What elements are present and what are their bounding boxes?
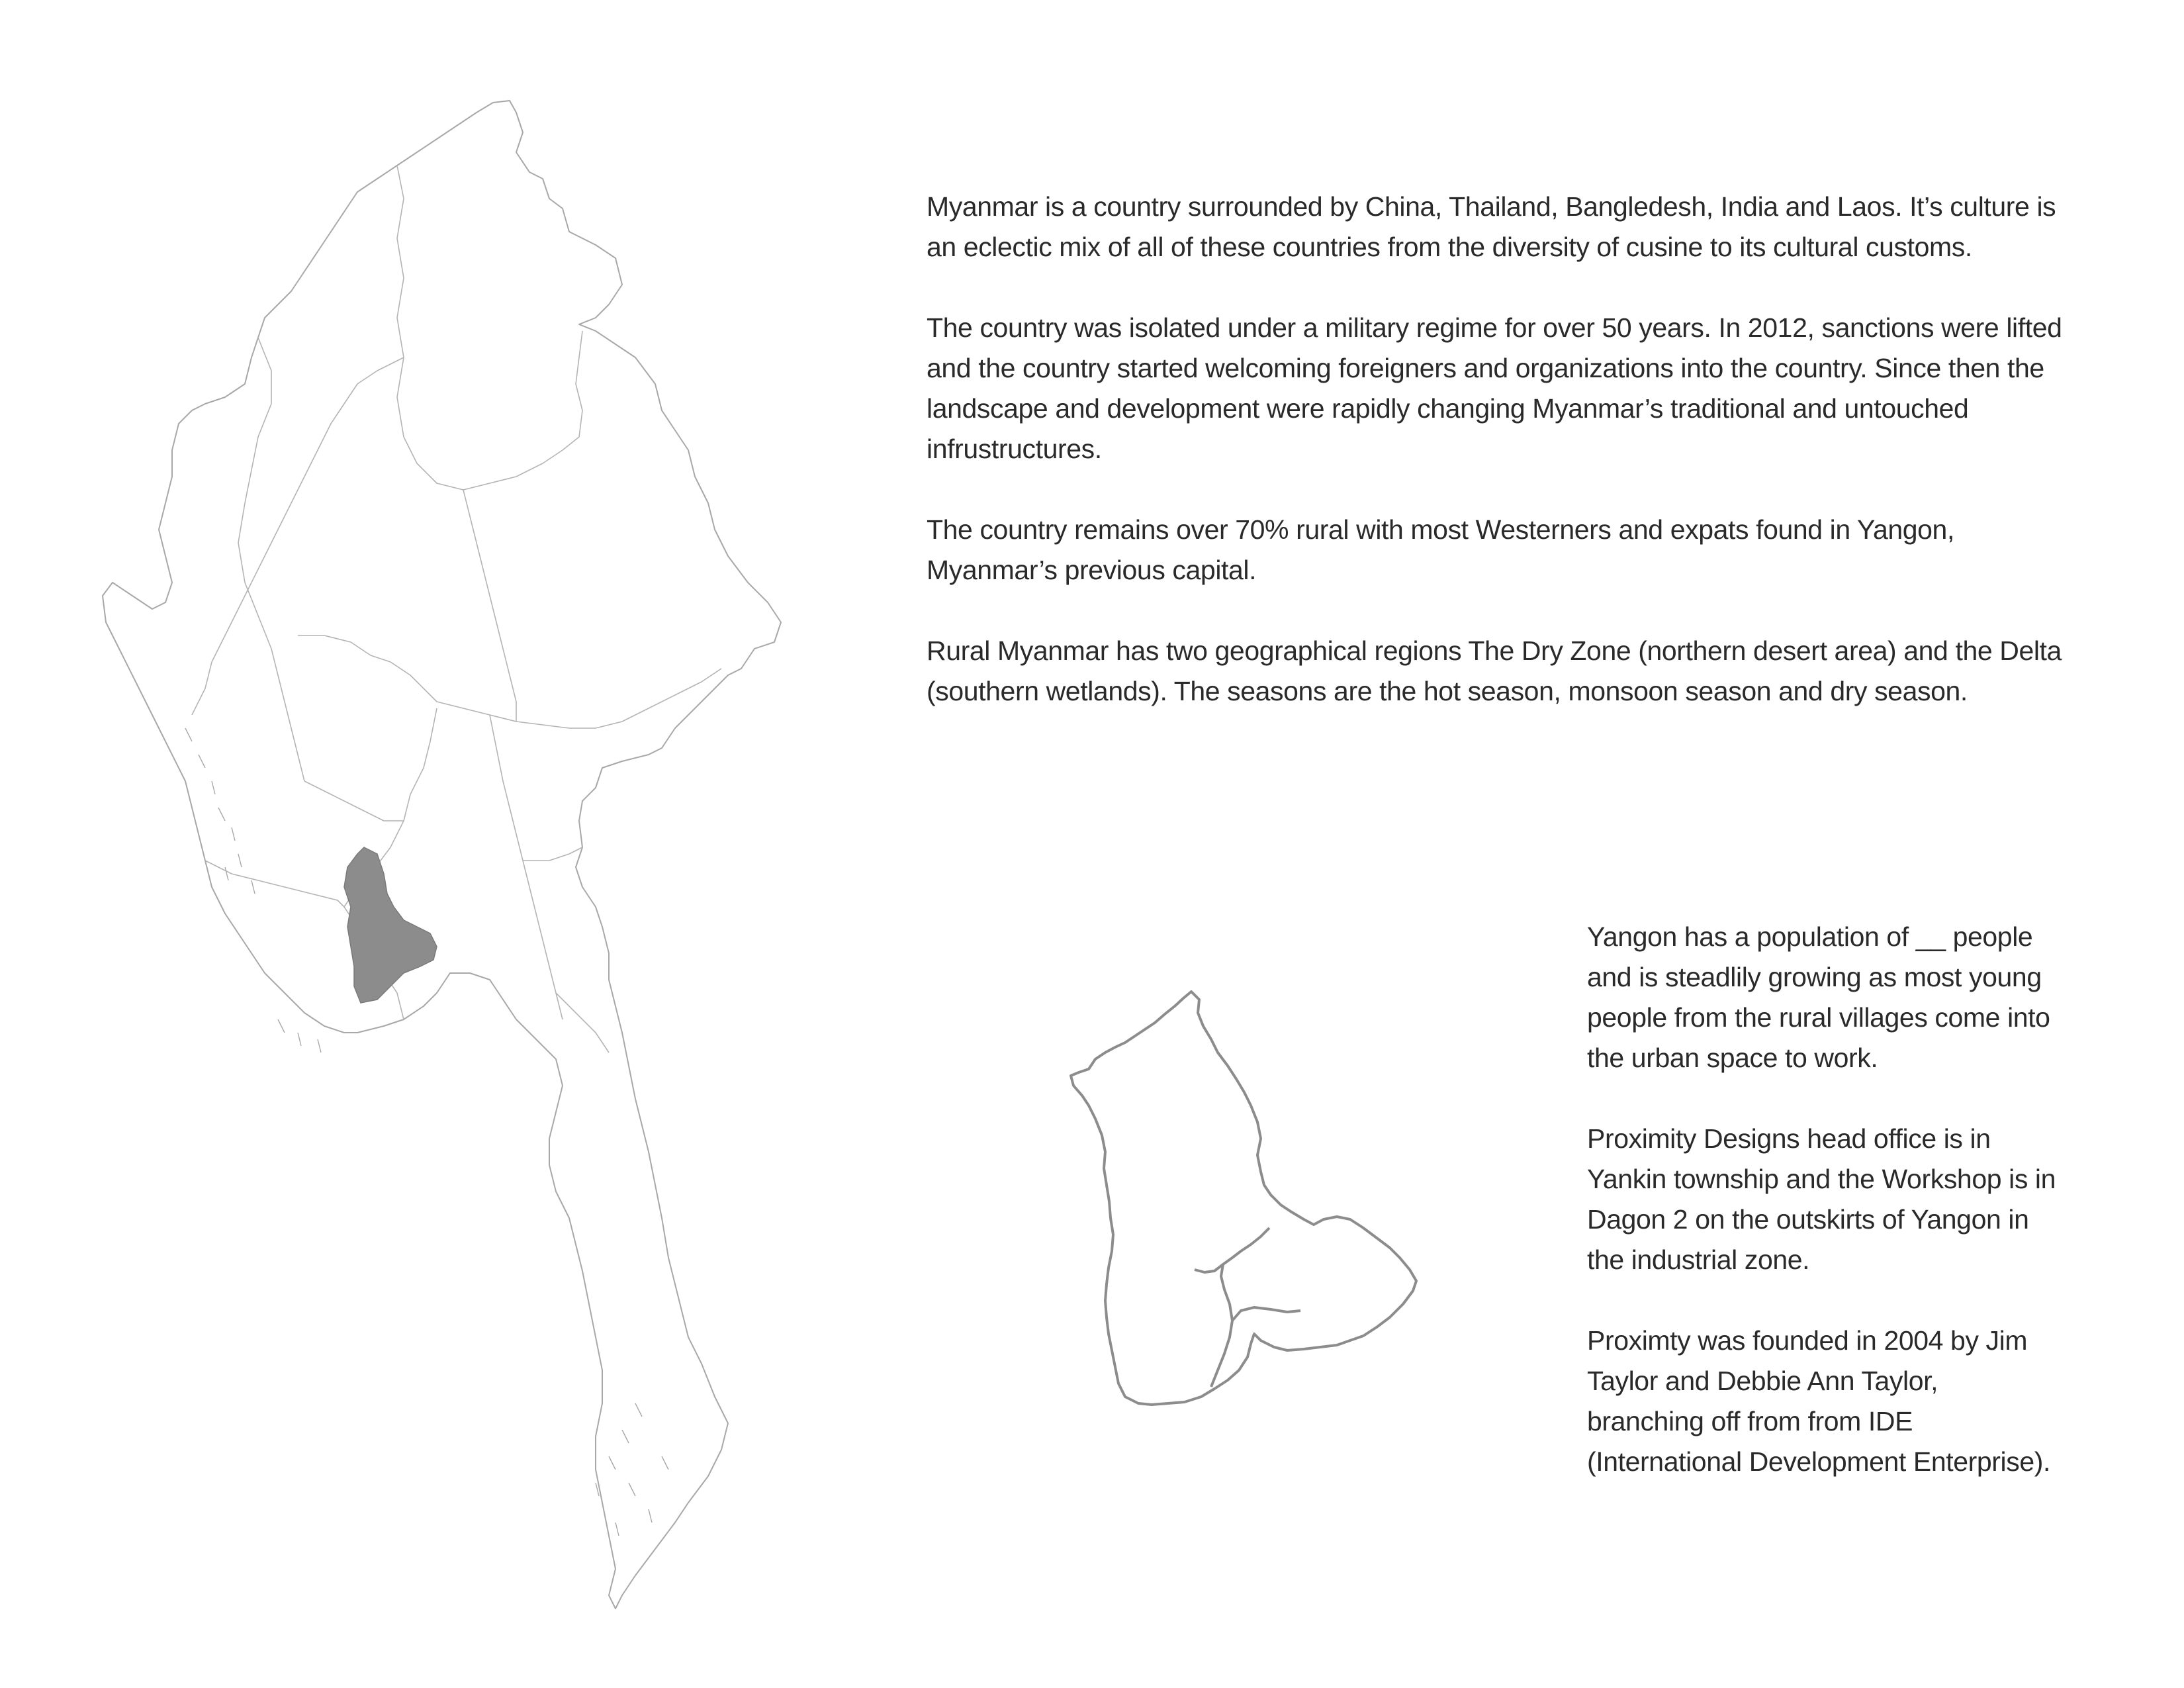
intro-text: [927, 187, 2065, 712]
coastal-islands: [185, 728, 668, 1536]
intro-paragraph-4: Rural Myanmar has two geographical regions The Dry Zone (northern desert area) and the Delta (southern wetlands). The seasons are the hot season, monsoon season and dry season.: [927, 635, 2062, 706]
myanmar-map: [93, 93, 794, 1628]
yangon-region-highlight: [344, 847, 437, 1003]
yangon-outline: [1071, 992, 1416, 1405]
yangon-paragraph-3: Proximty was founded in 2004 by Jim Taylor and Debbie Ann Taylor, branching off from from IDE (International Development Enterprise).: [1587, 1325, 2050, 1477]
region-boundaries: [192, 165, 721, 1053]
yangon-paragraph-1: Yangon has a population of __ people and is steadlily growing as most young people from the rural villages come into the urban space to work.: [1587, 921, 2050, 1073]
intro-paragraph-2: The country was isolated under a military regime for over 50 years. In 2012, sanctions were lifted and the country started welcoming foreigners and organizations into the country. Since then the landscape and development were rapidly changing Myanmar’s traditional and untouched infrustructures.: [927, 312, 2062, 464]
myanmar-outline: [103, 101, 781, 1609]
yangon-paragraph-2: Proximity Designs head office is in Yankin township and the Workshop is in Dagon 2 on the outskirts of Yangon in the industrial zone.: [1587, 1123, 2056, 1275]
intro-paragraph-3: The country remains over 70% rural with most Westerners and expats found in Yangon, Myanmar’s previous capital.: [927, 514, 1954, 585]
intro-paragraph-1: Myanmar is a country surrounded by China, Thailand, Bangledesh, India and Laos. It’s culture is an eclectic mix of all of these countries from the diversity of cusine to its cultural customs.: [927, 191, 2056, 262]
yangon-map: [1059, 973, 1443, 1450]
yangon-text: [1587, 917, 2057, 1482]
yangon-river: [1195, 1228, 1300, 1387]
